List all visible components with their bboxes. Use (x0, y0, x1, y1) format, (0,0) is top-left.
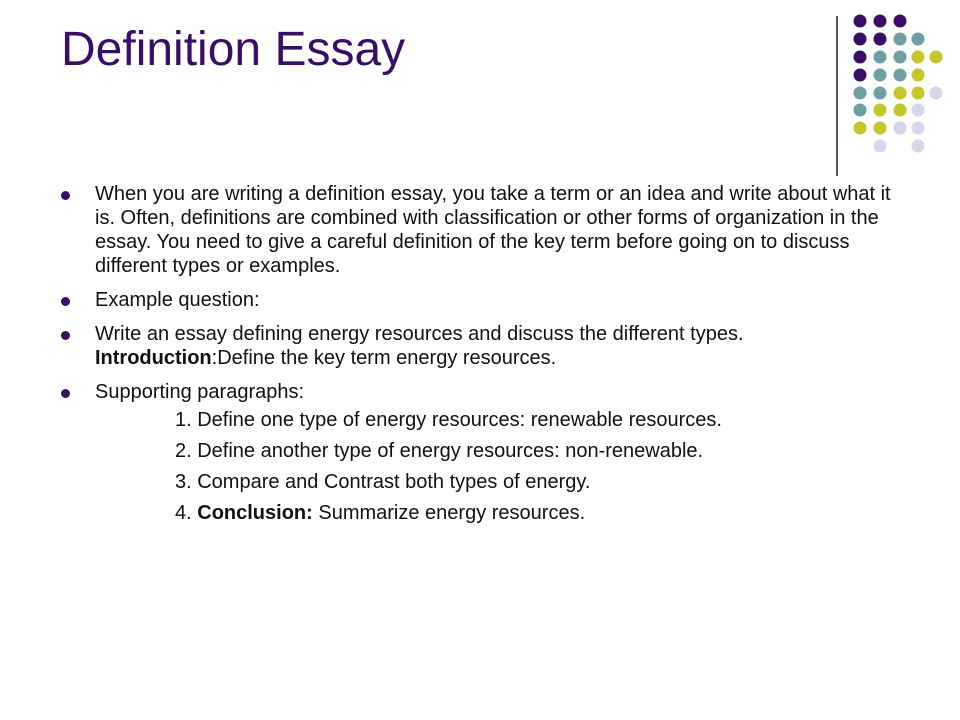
decorative-dot (874, 87, 887, 100)
decorative-dot (912, 33, 925, 46)
bullet-item (61, 288, 911, 312)
numbered-text: 1. Define one type of energy resources: renewable resources. (175, 409, 722, 431)
numbered-item (61, 408, 911, 432)
decorative-dot (930, 87, 943, 100)
decorative-dot (912, 122, 925, 135)
decorative-dot (912, 140, 925, 153)
decorative-dot (894, 69, 907, 82)
numbered-text: Summarize energy resources. (312, 502, 586, 524)
numbered-item (61, 439, 911, 463)
slide-title: Definition Essay (61, 23, 406, 76)
numbered-item (61, 470, 911, 494)
decorative-dot (912, 51, 925, 64)
bullet-bold-text: Introduction (95, 347, 212, 369)
decorative-dot (930, 51, 943, 64)
decorative-dot (894, 87, 907, 100)
decorative-dot (894, 51, 907, 64)
decorative-dot (912, 87, 925, 100)
decorative-dot (874, 33, 887, 46)
numbered-item (61, 501, 911, 525)
decorative-dot (854, 69, 867, 82)
decorative-dot (874, 15, 887, 28)
decorative-dot (912, 104, 925, 117)
bullet-text: When you are writing a definition essay, you take a term or an idea and write about what it is. Often, definitions are combined with classification or other forms of organization in the essay. You need to give a careful definition of the key term before going on to discuss different types or examples. (95, 183, 891, 277)
decorative-dot (854, 104, 867, 117)
bullet-text: Example question: (95, 289, 260, 311)
numbered-text: 3. Compare and Contrast both types of energy. (175, 471, 591, 493)
decorative-dot (894, 33, 907, 46)
decorative-dot (874, 122, 887, 135)
decorative-dot (854, 51, 867, 64)
decorative-dot (874, 51, 887, 64)
numbered-text: 4. (175, 502, 198, 524)
decorative-dot (894, 104, 907, 117)
numbered-text: 2. Define another type of energy resources: non-renewable. (175, 440, 704, 462)
decorative-dot (894, 122, 907, 135)
numbered-bold-text: Conclusion: (197, 502, 313, 524)
decorative-dot (874, 69, 887, 82)
decorative-dot-grid (0, 0, 960, 180)
bullet-text: Supporting paragraphs: (95, 381, 305, 403)
decorative-dot (874, 140, 887, 153)
bullet-text: Write an essay defining energy resources and discuss the different types. (95, 323, 744, 345)
bullet-item (61, 380, 911, 404)
decorative-dot (912, 69, 925, 82)
bullet-item (61, 322, 911, 370)
bullet-item (61, 182, 911, 278)
decorative-dot (854, 15, 867, 28)
decorative-dot (854, 87, 867, 100)
slide-body (61, 182, 911, 532)
decorative-dot (874, 104, 887, 117)
decorative-dot (854, 122, 867, 135)
decorative-dot (894, 15, 907, 28)
decorative-dot (854, 33, 867, 46)
bullet-text: :Define the key term energy resources. (211, 347, 557, 369)
